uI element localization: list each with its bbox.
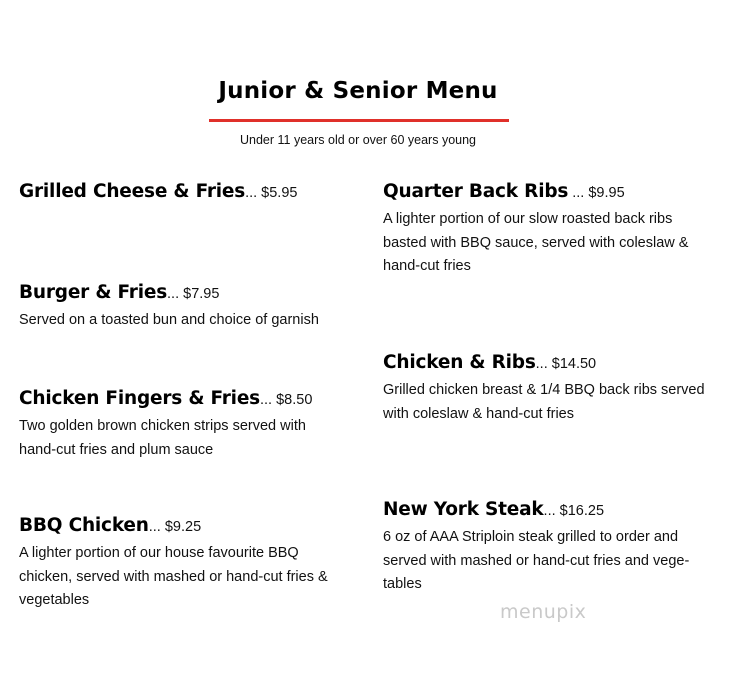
menu-item-grilled-cheese [19,179,297,206]
item-name: Chicken & Ribs [383,352,536,373]
item-description: Served on a toasted bun and choice of garnish [19,312,319,328]
watermark-logo: menupix [500,601,587,623]
item-price: ... $14.50 [535,356,597,372]
item-price: ... $9.95 [568,185,625,201]
item-name: Quarter Back Ribs [383,181,569,202]
item-description: A lighter portion of our house favourite BBQ chicken, served with mashed or hand-cut fries & vegetables [19,545,328,608]
item-name: New York Steak [383,499,544,520]
menu-item-chicken-ribs [383,350,713,426]
item-description: 6 oz of AAA Striploin steak grilled to order and served with mashed or hand-cut fries and vege-tables [383,529,690,592]
menu-subtitle: Under 11 years old or over 60 years young [239,133,476,147]
item-description: Two golden brown chicken strips served with hand-cut fries and plum sauce [19,418,306,458]
item-name: Chicken Fingers & Fries [19,388,260,409]
menu-item-quarter-back-ribs [383,179,713,279]
menu-title: Junior & Senior Menu [218,78,498,104]
item-description: Grilled chicken breast & 1/4 BBQ back ribs served with coleslaw & hand-cut fries [383,382,705,422]
menu-item-new-york-steak [383,497,713,597]
item-price: ... $8.50 [260,392,313,408]
item-name: Burger & Fries [19,282,168,303]
item-name: Grilled Cheese & Fries [19,181,246,202]
menu-item-chicken-fingers [19,386,339,462]
item-price: ... $9.25 [148,519,202,535]
item-name: BBQ Chicken [19,515,149,536]
menu-item-burger [19,280,359,333]
item-price: ... $16.25 [543,503,605,519]
item-price: ... $7.95 [167,286,220,302]
menu-item-bbq-chicken [19,513,339,613]
item-price: ... $5.95 [245,185,298,201]
title-underline [209,119,509,122]
item-description: A lighter portion of our slow roasted back ribs basted with BBQ sauce, served with coleslaw & hand-cut fries [383,211,689,274]
